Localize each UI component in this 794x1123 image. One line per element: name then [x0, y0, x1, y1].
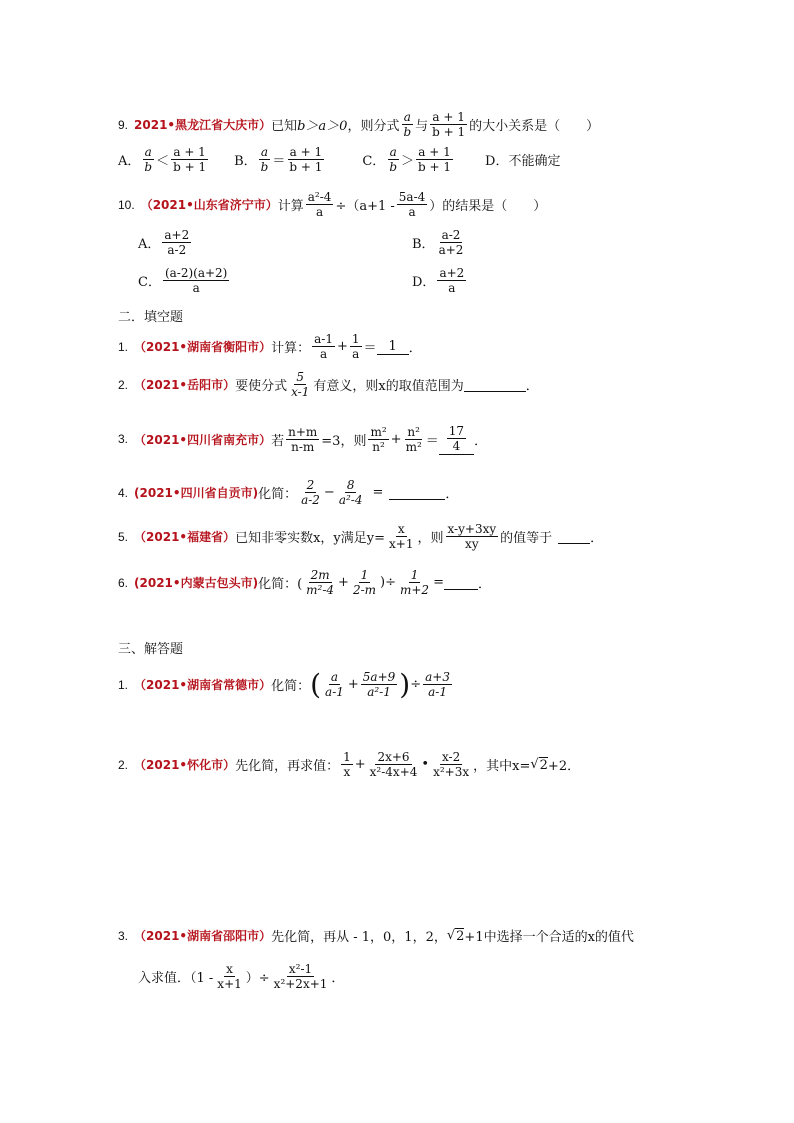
fraction: $\frac{1}{2-m}$: [352, 568, 377, 598]
operator: +: [354, 757, 366, 773]
fraction: $\frac{n+m}{n-m}$: [288, 424, 318, 454]
source-tag: （2021•四川省南充市）: [134, 432, 272, 447]
operator: =: [372, 485, 384, 501]
punctuation: ．: [474, 433, 488, 449]
fraction: $\frac{a + 1}{b + 1}$: [432, 110, 466, 140]
fraction: $\frac{1}{a}$: [351, 332, 360, 362]
fraction: $\frac{a}{b}$: [403, 110, 412, 140]
question-text: +2．: [547, 759, 581, 775]
option-label: C．: [138, 275, 161, 291]
question-text: ，其中x=: [473, 759, 531, 775]
solve-1: [118, 667, 454, 701]
source-tag: （2021•福建省）: [134, 530, 236, 545]
fill-4: [118, 478, 458, 508]
option-label: B．: [412, 237, 435, 253]
fill-3: [118, 424, 487, 455]
operator: +: [347, 677, 359, 693]
answer-blank: [439, 424, 474, 455]
fraction: $\frac{\text{x²-1}}{\text{x²+2x+1}}$: [273, 962, 328, 992]
question-text: 的大小关系是（ ）: [469, 119, 600, 135]
right-paren: ): [399, 667, 411, 701]
section-fill-in-title: 二．填空题: [118, 310, 184, 325]
punctuation: ．: [477, 577, 491, 593]
option-c-label: C．: [362, 154, 386, 170]
question-number: 1.: [118, 339, 129, 354]
question-number: 2.: [118, 757, 129, 772]
question-9: [118, 110, 599, 140]
question-number: 2.: [118, 377, 129, 392]
fraction: $\frac{x}{x+1}$: [217, 962, 242, 992]
fill-2: [118, 370, 539, 400]
source-tag: 2021•黑龙江省大庆市）: [134, 118, 272, 133]
fraction: $\frac{a+2}{a-2}$: [164, 228, 190, 258]
question-text: 化简：: [271, 679, 311, 695]
operator: )÷: [380, 575, 396, 591]
question-text: =3，则: [321, 433, 367, 449]
source-tag: （2021•湖南省邵阳市）: [134, 929, 272, 943]
relation: ＜: [156, 154, 170, 170]
option-d-label: D．: [485, 154, 509, 170]
fraction: $\frac{a}{b}$: [389, 145, 397, 175]
sqrt-radicand: 2: [456, 928, 465, 944]
operator: ＝: [425, 433, 439, 449]
source-tag: (2021•内蒙古包头市): [134, 576, 259, 591]
question-text: 计算：: [271, 341, 311, 357]
question-10: [118, 190, 546, 220]
punctuation: ．: [331, 971, 345, 987]
fraction: $\frac{2m}{\text{m²-4}}$: [306, 568, 335, 598]
fill-1: [118, 332, 422, 362]
fraction: $\frac{5a+9}{\text{a²-1}}$: [362, 670, 396, 700]
answer-blank: [389, 485, 445, 500]
operator: −: [323, 485, 335, 501]
fraction: $\frac{5}{x-1}$: [291, 370, 310, 400]
question-number: 4.: [118, 485, 129, 500]
question-number: 3.: [118, 432, 129, 447]
question-number: 1.: [118, 677, 129, 692]
option-label: A．: [138, 237, 161, 253]
fraction: $\frac{2x+6}{\text{x²-4x+4}}$: [369, 750, 418, 780]
question-9-options: [118, 145, 560, 175]
fraction: $\frac{2}{a-2}$: [301, 478, 320, 508]
fraction: $\frac{5a-4}{a}$: [398, 190, 426, 220]
fraction: $\frac{a}{b}$: [144, 145, 153, 175]
fraction: $\frac{8}{\text{a²-4}}$: [338, 478, 363, 508]
fraction: $\frac{\text{n²}}{\text{m²}}$: [405, 424, 422, 454]
q10-option-b: [412, 228, 467, 258]
fraction: $\frac{1}{m+2}$: [399, 568, 430, 598]
sqrt-symbol: √: [530, 757, 539, 773]
fill-6: [118, 568, 491, 598]
fraction: $\frac{a-1}{a}$: [314, 332, 333, 362]
source-tag: (2021•四川省自贡市): [134, 486, 259, 501]
question-text: 计算: [277, 199, 304, 215]
relation: ＞: [401, 154, 415, 170]
question-number: 9.: [118, 117, 129, 132]
option-a-label: A．: [118, 154, 141, 170]
question-text: 要使分式: [235, 379, 288, 395]
question-text: ）的结果是（ ）: [429, 199, 547, 215]
answer-blank: [464, 377, 526, 392]
punctuation: ．: [590, 531, 604, 547]
q10-option-d: [412, 266, 468, 296]
operator: ＝: [363, 341, 377, 357]
question-text: 若: [271, 433, 285, 449]
question-number: 10.: [118, 197, 135, 212]
operator: ÷（a+1 -: [335, 199, 395, 215]
fraction: $\frac{\text{m²}}{\text{n²}}$: [370, 424, 387, 454]
sqrt-radicand: 2: [539, 757, 548, 773]
source-tag: （2021•山东省济宁市）: [140, 198, 278, 213]
question-number: 5.: [118, 529, 129, 544]
option-d-text: 不能确定: [508, 154, 561, 170]
answer-blank: [444, 575, 478, 590]
operator: +: [390, 431, 402, 447]
operator: ）÷: [245, 971, 270, 987]
fraction: $\frac{a-2}{a+2}$: [438, 228, 464, 258]
operator: =: [433, 575, 444, 591]
question-text: 与: [415, 119, 429, 135]
fill-5: [118, 522, 603, 552]
solve-3-line-2: [138, 962, 344, 992]
operator: +: [336, 339, 348, 355]
q10-option-c: [138, 266, 231, 296]
question-number: 6.: [118, 575, 129, 590]
source-tag: （2021•怀化市）: [134, 758, 236, 773]
question-text: 化简：: [258, 487, 298, 503]
fraction: $\frac{\text{a²-4}}{a}$: [307, 190, 332, 220]
source-tag: （2021•湖南省常德市）: [134, 678, 272, 693]
option-b-label: B．: [234, 154, 257, 170]
question-text: ，则分式: [347, 119, 400, 135]
punctuation: ．: [525, 379, 539, 395]
question-text: 先化简，再求值：: [235, 759, 340, 775]
fraction: $\frac{17}{4}$: [448, 424, 465, 454]
fraction: $\frac{x}{x+1}$: [389, 522, 414, 552]
operator: •: [421, 757, 430, 773]
sqrt-symbol: √: [446, 928, 456, 943]
solve-3: [118, 926, 634, 945]
fraction: $\frac{a}{b}$: [260, 145, 269, 175]
punctuation: ．: [445, 487, 459, 503]
condition: b＞a＞0: [297, 119, 348, 135]
option-label: D．: [412, 275, 436, 291]
question-text: 化简：(: [258, 577, 303, 593]
answer-blank: [558, 529, 590, 544]
fraction: $\frac{x-2}{\text{x²+3x}}$: [433, 750, 470, 780]
fraction: $\frac{1}{x}$: [343, 750, 351, 780]
punctuation: ．: [408, 341, 422, 357]
relation: ＝: [272, 154, 286, 170]
fraction: $\frac{a + 1}{b + 1}$: [289, 145, 323, 175]
operator: +: [338, 575, 349, 591]
section-solve-title: 三、解答题: [118, 642, 184, 657]
fraction: $\frac{a + 1}{b + 1}$: [418, 145, 452, 175]
fraction: $\frac{a+2}{a}$: [439, 266, 465, 296]
question-number: 3.: [118, 928, 129, 943]
operator: ÷: [410, 677, 422, 693]
question-text: ，则: [417, 531, 444, 547]
fraction: $\frac{(a-2)(a+2)}{a}$: [164, 266, 228, 296]
source-tag: （2021•岳阳市）: [134, 378, 236, 393]
question-text: 的值等于: [500, 531, 553, 547]
fraction: $\frac{x-y+3xy}{xy}$: [447, 522, 497, 552]
q10-option-a: [138, 228, 193, 258]
solve-2: [118, 750, 580, 780]
question-text: 先化简，再从 - 1，0，1，2，: [271, 930, 447, 945]
fraction: $\frac{a + 1}{b + 1}$: [173, 145, 207, 175]
question-text: 已知非零实数x，y满足y=: [235, 531, 386, 547]
fraction: $\frac{a}{a-1}$: [325, 670, 344, 700]
fraction: $\frac{a+3}{a-1}$: [425, 670, 450, 700]
left-paren: (: [310, 667, 322, 701]
question-text: 有意义，则x的取值范围为: [313, 379, 464, 395]
source-tag: （2021•湖南省衡阳市）: [134, 340, 272, 355]
answer-blank: 1: [377, 339, 409, 355]
question-text: 入求值．（1 -: [138, 971, 214, 987]
question-text: 已知: [271, 119, 298, 135]
question-text: +1中选择一个合适的x的值代: [464, 930, 634, 945]
